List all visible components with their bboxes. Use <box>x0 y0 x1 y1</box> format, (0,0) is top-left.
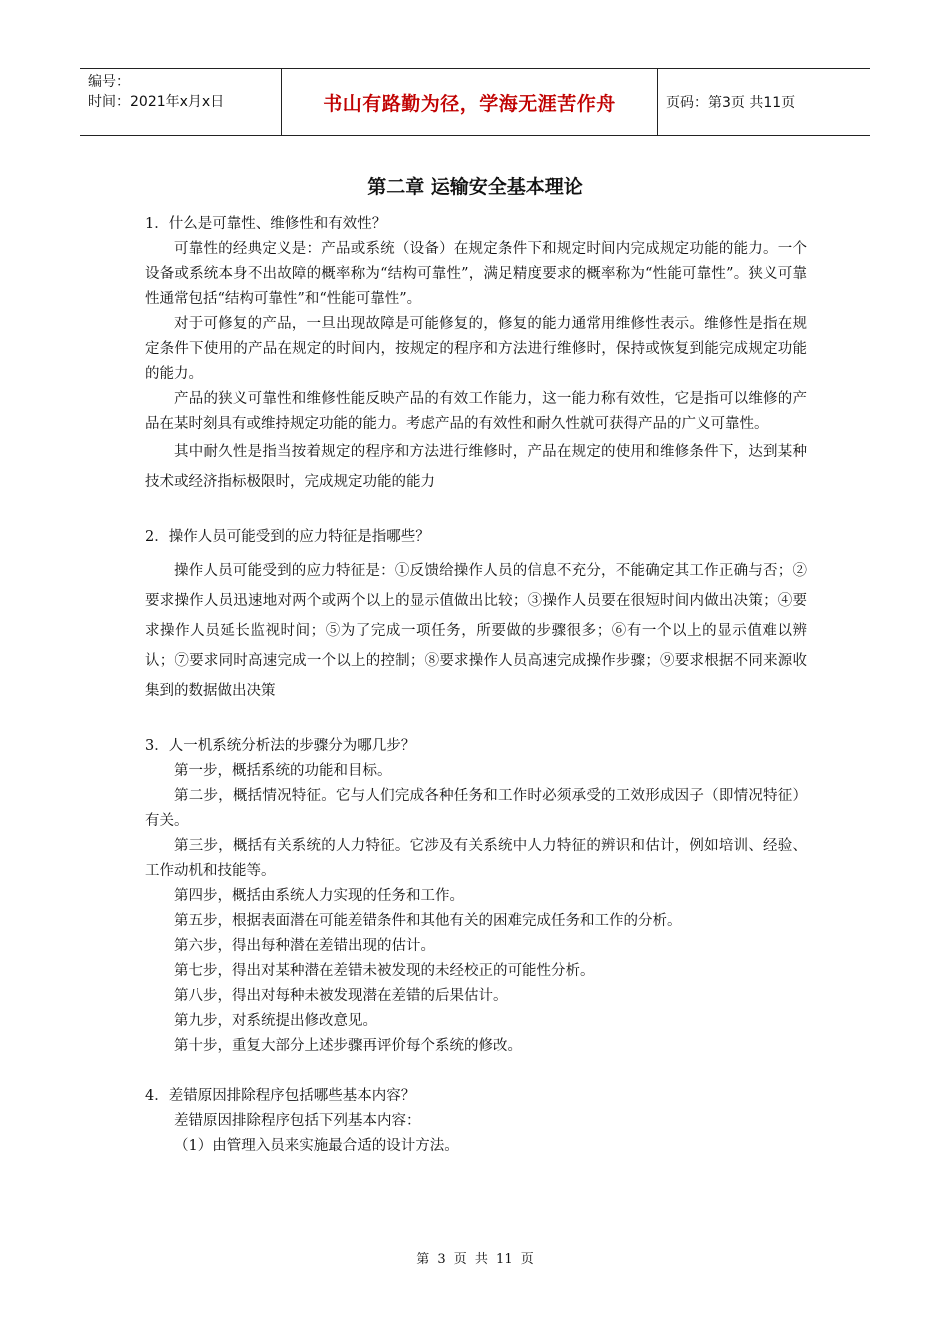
question-4: 4．差错原因排除程序包括哪些基本内容？ <box>145 1088 416 1104</box>
step-item: 第四步，概括由系统人力实现的任务和工作。 <box>174 888 464 904</box>
answer-paragraph: 操作人员可能受到的应力特征是：①反馈给操作人员的信息不充分，不能确定其工作正确与否；②要求操作人员迅速地对两个或两个以上的显示值做出比较；③操作人员要在很短时间内做出决策；④要求操作人员延长监视时间；⑤为了完成一项任务，所要做的步骤很多；⑥有一个以上的显示值难以辨认；⑦要求同时高速完成一个以上的控制；⑧要求操作人员高速完成操作步骤；⑨要求根据不同来源收集到的数据做出决策 <box>145 563 807 699</box>
answer-paragraph: 其中耐久性是指当按着规定的程序和方法进行维修时，产品在规定的使用和维修条件下，达到某种技术或经济指标极限时，完成规定功能的能力 <box>145 444 807 490</box>
step-item: 第二步，概括情况特征。它与人们完成各种任务和工作时必须承受的工效形成因子（即情况特征）有关。 <box>145 788 807 829</box>
question-1: 1．什么是可靠性、维修性和有效性？ <box>145 216 387 232</box>
page-footer: 第 3 页 共 11 页 <box>416 1252 534 1267</box>
answer-paragraph: 可靠性的经典定义是：产品或系统（设备）在规定条件下和规定时间内完成规定功能的能力。一个设备或系统本身不出故障的概率称为“结构可靠性”，满足精度要求的概率称为“性能可靠性”。狭义可靠性通常包括“结构可靠性”和“性能可靠性”。 <box>145 241 807 307</box>
question-2: 2．操作人员可能受到的应力特征是指哪些？ <box>145 529 430 545</box>
step-item: 第七步，得出对某种潜在差错未被发现的未经校正的可能性分析。 <box>174 963 595 979</box>
answer-paragraph: 对于可修复的产品，一旦出现故障是可能修复的，修复的能力通常用维修性表示。维修性是指在规定条件下使用的产品在规定的时间内，按规定的程序和方法进行维修时，保持或恢复到能完成规定功能的能力。 <box>145 316 807 382</box>
question-3: 3．人一机系统分析法的步骤分为哪几步？ <box>145 738 416 754</box>
step-item: 第三步，概括有关系统的人力特征。它涉及有关系统中人力特征的辨识和估计，例如培训、经验、工作动机和技能等。 <box>145 838 807 879</box>
header-meta <box>80 69 282 135</box>
header-motto: 书山有路勤为径，学海无涯苦作舟 <box>282 69 658 135</box>
answer-paragraph: 产品的狭义可靠性和维修性能反映产品的有效工作能力，这一能力称有效性，它是指可以维修的产品在某时刻具有或维持规定功能的能力。考虑产品的有效性和耐久性就可获得产品的广义可靠性。 <box>145 391 807 432</box>
document-number-label: 编号： <box>88 74 130 90</box>
header-page-info: 页码：第3页 共11页 <box>666 95 796 111</box>
step-item: 第九步，对系统提出修改意见。 <box>174 1013 377 1029</box>
chapter-title: 第二章 运输安全基本理论 <box>367 176 583 198</box>
answer-paragraph: 差错原因排除程序包括下列基本内容： <box>174 1113 421 1129</box>
document-time-label: 时间：2021年x月x日 <box>88 94 225 110</box>
step-item: 第五步，根据表面潜在可能差错条件和其他有关的困难完成任务和工作的分析。 <box>174 913 682 929</box>
step-item: 第十步，重复大部分上述步骤再评价每个系统的修改。 <box>174 1038 522 1054</box>
list-item: （1）由管理入员来实施最合适的设计方法。 <box>174 1138 459 1154</box>
document-body <box>145 212 807 1159</box>
step-item: 第八步，得出对每种未被发现潜在差错的后果估计。 <box>174 988 508 1004</box>
step-item: 第六步，得出每种潜在差错出现的估计。 <box>174 938 435 954</box>
step-item: 第一步，概括系统的功能和目标。 <box>174 763 392 779</box>
page-header <box>80 68 870 136</box>
